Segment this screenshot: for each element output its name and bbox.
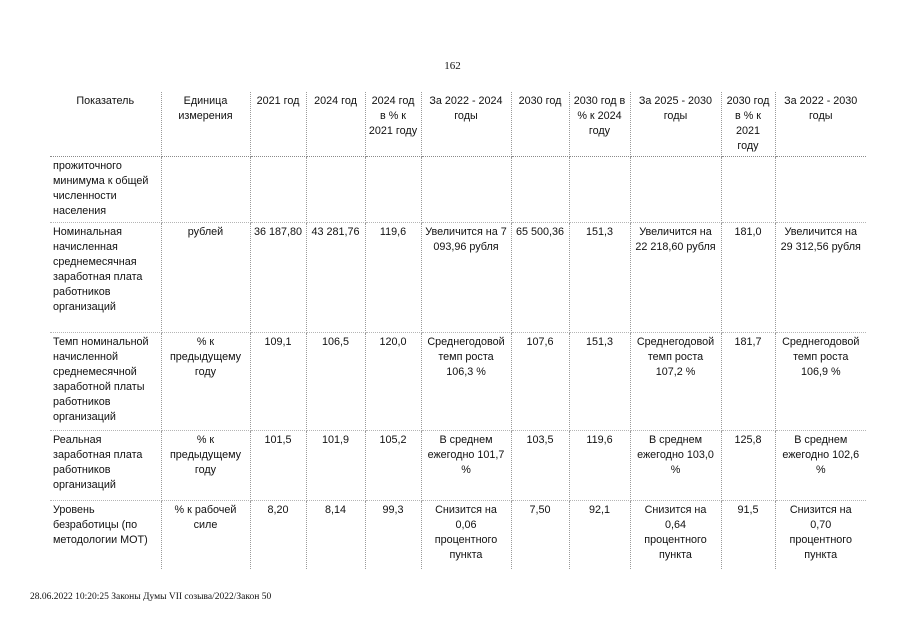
row-value-2024: 106,5	[306, 333, 365, 431]
row-pct-2024-2021: 120,0	[365, 333, 421, 431]
row-delta-2022-2030: Среднегодовой темп роста 106,9 %	[775, 333, 866, 431]
row-value-2030: 65 500,36	[511, 223, 569, 333]
header-2024: 2024 год	[306, 92, 365, 157]
page-number: 162	[444, 60, 461, 72]
row-pct-2030-2021: 181,0	[721, 223, 775, 333]
row-delta-2025-2030: Снизится на 0,64 процентного пункта	[630, 501, 721, 569]
row-pct-2030-2021: 181,7	[721, 333, 775, 431]
row-delta-2025-2030: Среднегодовой темп роста 107,2 %	[630, 333, 721, 431]
header-indicator: Показатель	[50, 92, 161, 157]
row-value-2024: 8,14	[306, 501, 365, 569]
row-pct-2030-2021: 91,5	[721, 501, 775, 569]
row-pct-2030-2024	[569, 157, 630, 223]
row-delta-2022-2030: Увеличится на 29 312,56 рубля	[775, 223, 866, 333]
row-pct-2030-2024: 119,6	[569, 431, 630, 501]
header-2030-pct-2024: 2030 год в % к 2024 году	[569, 92, 630, 157]
row-delta-2022-2024: Снизится на 0,06 процентного пункта	[421, 501, 511, 569]
row-pct-2030-2024: 151,3	[569, 223, 630, 333]
header-2030: 2030 год	[511, 92, 569, 157]
row-pct-2030-2021	[721, 157, 775, 223]
row-value-2024	[306, 157, 365, 223]
row-pct-2024-2021: 105,2	[365, 431, 421, 501]
header-2021: 2021 год	[250, 92, 306, 157]
row-value-2021: 8,20	[250, 501, 306, 569]
row-indicator-name: Темп номинальной начисленной среднемесячной заработной платы работников организаций	[50, 333, 161, 431]
row-indicator-name: Реальная заработная плата работников организаций	[50, 431, 161, 501]
row-delta-2025-2030: В среднем ежегодно 103,0 %	[630, 431, 721, 501]
table-row	[50, 501, 866, 569]
row-pct-2030-2024: 151,3	[569, 333, 630, 431]
row-unit: % к рабочей силе	[161, 501, 250, 569]
row-unit: % к предыдущему году	[161, 431, 250, 501]
row-indicator-name: Уровень безработицы (по методологии МОТ)	[50, 501, 161, 569]
indicators-table-wrapper	[50, 92, 866, 569]
header-delta-2022-2024: За 2022 - 2024 годы	[421, 92, 511, 157]
row-unit	[161, 157, 250, 223]
header-2030-pct-2021: 2030 год в % к 2021 году	[721, 92, 775, 157]
table-row	[50, 223, 866, 333]
row-delta-2022-2030: Снизится на 0,70 процентного пункта	[789, 504, 852, 561]
row-unit: % к предыдущему году	[161, 333, 250, 431]
indicators-table	[50, 92, 866, 569]
row-pct-2024-2021: 99,3	[365, 501, 421, 569]
row-value-2024: 101,9	[306, 431, 365, 501]
row-value-2030: 107,6	[511, 333, 569, 431]
row-delta-2022-2024: В среднем ежегодно 101,7 %	[421, 431, 511, 501]
header-delta-2025-2030: За 2025 - 2030 годы	[630, 92, 721, 157]
row-pct-2024-2021	[365, 157, 421, 223]
table-header-row	[50, 92, 866, 157]
row-pct-2030-2021: 125,8	[721, 431, 775, 501]
row-value-2024: 43 281,76	[306, 223, 365, 333]
row-value-2021: 109,1	[250, 333, 306, 431]
row-indicator-name: Номинальная начисленная среднемесячная заработная плата работников организаций	[50, 223, 161, 333]
row-value-2021: 101,5	[250, 431, 306, 501]
row-delta-2022-2024	[421, 157, 511, 223]
row-value-2030: 103,5	[511, 431, 569, 501]
row-pct-2030-2024: 92,1	[569, 501, 630, 569]
header-unit: Единица измерения	[161, 92, 250, 157]
row-value-2021: 36 187,80	[250, 223, 306, 333]
row-delta-2022-2024: Среднегодовой темп роста 106,3 %	[421, 333, 511, 431]
row-indicator-name: прожиточного минимума к общей численности населения	[50, 157, 161, 223]
row-value-2021	[250, 157, 306, 223]
row-pct-2024-2021: 119,6	[365, 223, 421, 333]
row-delta-2022-2030	[775, 157, 866, 223]
header-2024-pct-2021: 2024 год в % к 2021 году	[365, 92, 421, 157]
row-delta-2022-2024: Увеличится на 7 093,96 рубля	[421, 223, 511, 333]
row-delta-2025-2030: Увеличится на 22 218,60 рубля	[630, 223, 721, 333]
document-footer: 28.06.2022 10:20:25 Законы Думы VII созыва/2022/Закон 50	[30, 592, 272, 602]
row-unit: рублей	[161, 223, 250, 333]
row-delta-2022-2030: В среднем ежегодно 102,6 %	[775, 431, 866, 501]
table-row	[50, 333, 866, 431]
table-row	[50, 157, 866, 223]
row-value-2030	[511, 157, 569, 223]
table-row	[50, 431, 866, 501]
row-value-2030: 7,50	[511, 501, 569, 569]
row-delta-2025-2030	[630, 157, 721, 223]
header-delta-2022-2030: За 2022 - 2030 годы	[775, 92, 866, 157]
